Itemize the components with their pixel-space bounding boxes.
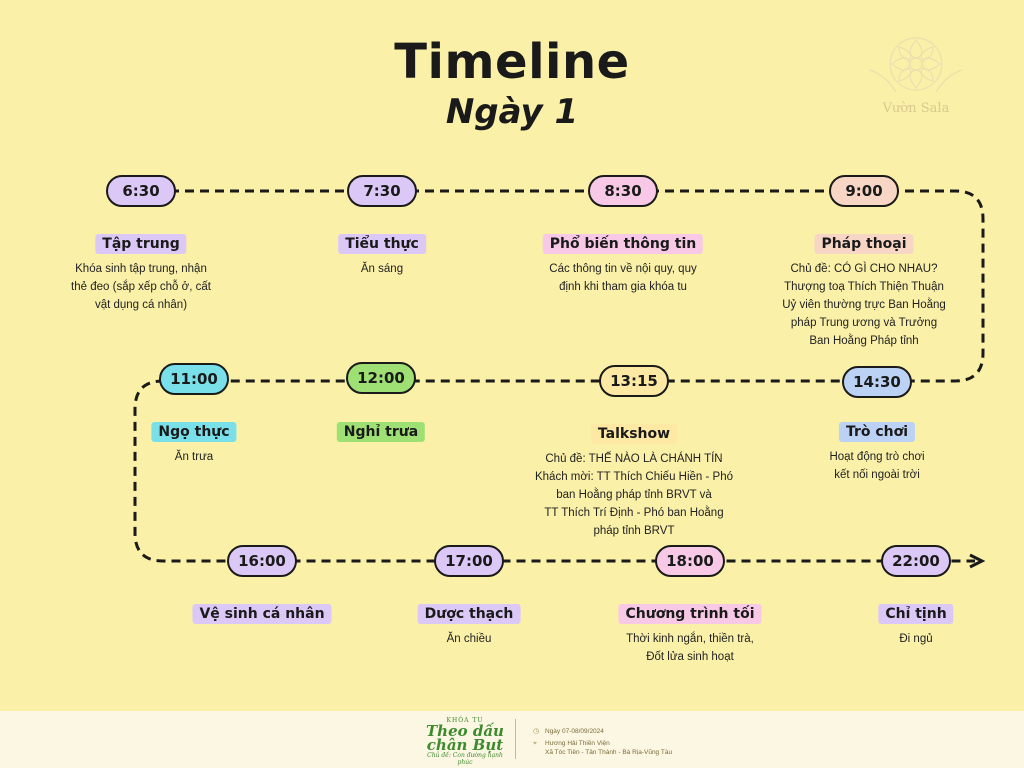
event-label: Nghỉ trưa	[337, 422, 425, 442]
time-pill: 7:30	[347, 175, 417, 207]
event-label: Talkshow	[591, 424, 677, 444]
time-pill: 13:15	[599, 365, 669, 397]
footer	[0, 711, 1024, 768]
retreat-small: KHÓA TU	[446, 717, 484, 724]
event-label: Trò chơi	[839, 422, 915, 442]
event-label: Pháp thoại	[814, 234, 913, 254]
event-label: Ngọ thực	[151, 422, 236, 442]
footer-info	[533, 727, 672, 757]
event-description: Hoạt động trò chơi kết nối ngoài trời	[829, 451, 925, 481]
time-pill: 8:30	[588, 175, 658, 207]
event-date: Ngày 07-08/09/2024	[545, 728, 604, 735]
retreat-logo	[420, 717, 510, 766]
event-label: Tập trung	[95, 234, 186, 254]
time-pill: 9:00	[829, 175, 899, 207]
page-title: Timeline	[394, 34, 630, 90]
time-pill: 22:00	[881, 545, 951, 577]
event-description: Chủ đề: CÓ GÌ CHO NHAU? Thượng toạ Thích Thiện Thuận Uỷ viên thường trực Ban Hoằng pháp Trung ương và Trưởng Ban Hoằng Pháp tỉnh	[782, 263, 946, 347]
retreat-line2: chân Bụt	[426, 736, 504, 754]
retreat-tagline: Chủ đề: Con đường hạnh phúc	[427, 752, 503, 766]
page-subtitle: Ngày 1	[445, 92, 579, 132]
event-description: Khóa sinh tập trung, nhận thẻ đeo (sắp xếp chỗ ở, cất vật dụng cá nhân)	[71, 263, 211, 311]
time-pill: 14:30	[842, 366, 912, 398]
event-description: Đi ngủ	[899, 633, 933, 645]
time-pill: 18:00	[655, 545, 725, 577]
event-description: Các thông tin về nội quy, quy định khi tham gia khóa tu	[549, 263, 697, 293]
event-description: Chủ đề: THẾ NÀO LÀ CHÁNH TÍN Khách mời: TT Thích Chiếu Hiền - Phó ban Hoằng pháp tỉnh BRVT và TT Thích Trí Định - Phó ban Hoằng pháp tỉnh BRVT	[534, 453, 734, 537]
event-label: Chỉ tịnh	[878, 604, 953, 624]
event-description: Ăn sáng	[360, 263, 404, 275]
time-pill: 12:00	[346, 362, 416, 394]
event-label: Tiểu thực	[338, 234, 426, 254]
event-label: Phổ biến thông tin	[543, 234, 703, 254]
footer-divider	[515, 719, 516, 759]
location-pin-icon: ⌖	[533, 740, 537, 747]
event-description: Thời kinh ngắn, thiền trà, Đốt lửa sinh hoạt	[626, 633, 754, 663]
retreat-line1: Theo dấu	[426, 722, 504, 740]
clock-icon: ◷	[533, 728, 540, 735]
time-pill: 17:00	[434, 545, 504, 577]
event-label: Vệ sinh cá nhân	[192, 604, 331, 624]
time-pill: 16:00	[227, 545, 297, 577]
event-label: Dược thạch	[418, 604, 521, 624]
event-description: Ăn chiều	[446, 633, 492, 645]
event-venue: Hương Hải Thiền Viện	[545, 740, 610, 747]
logo-brand: Vườn Sala	[882, 101, 950, 116]
event-label: Chương trình tối	[618, 604, 761, 624]
time-pill: 6:30	[106, 175, 176, 207]
event-address: Xã Tóc Tiên - Tân Thành - Bà Rịa-Vũng Tàu	[545, 749, 673, 756]
time-pill: 11:00	[159, 363, 229, 395]
event-description: Ăn trưa	[174, 451, 214, 463]
